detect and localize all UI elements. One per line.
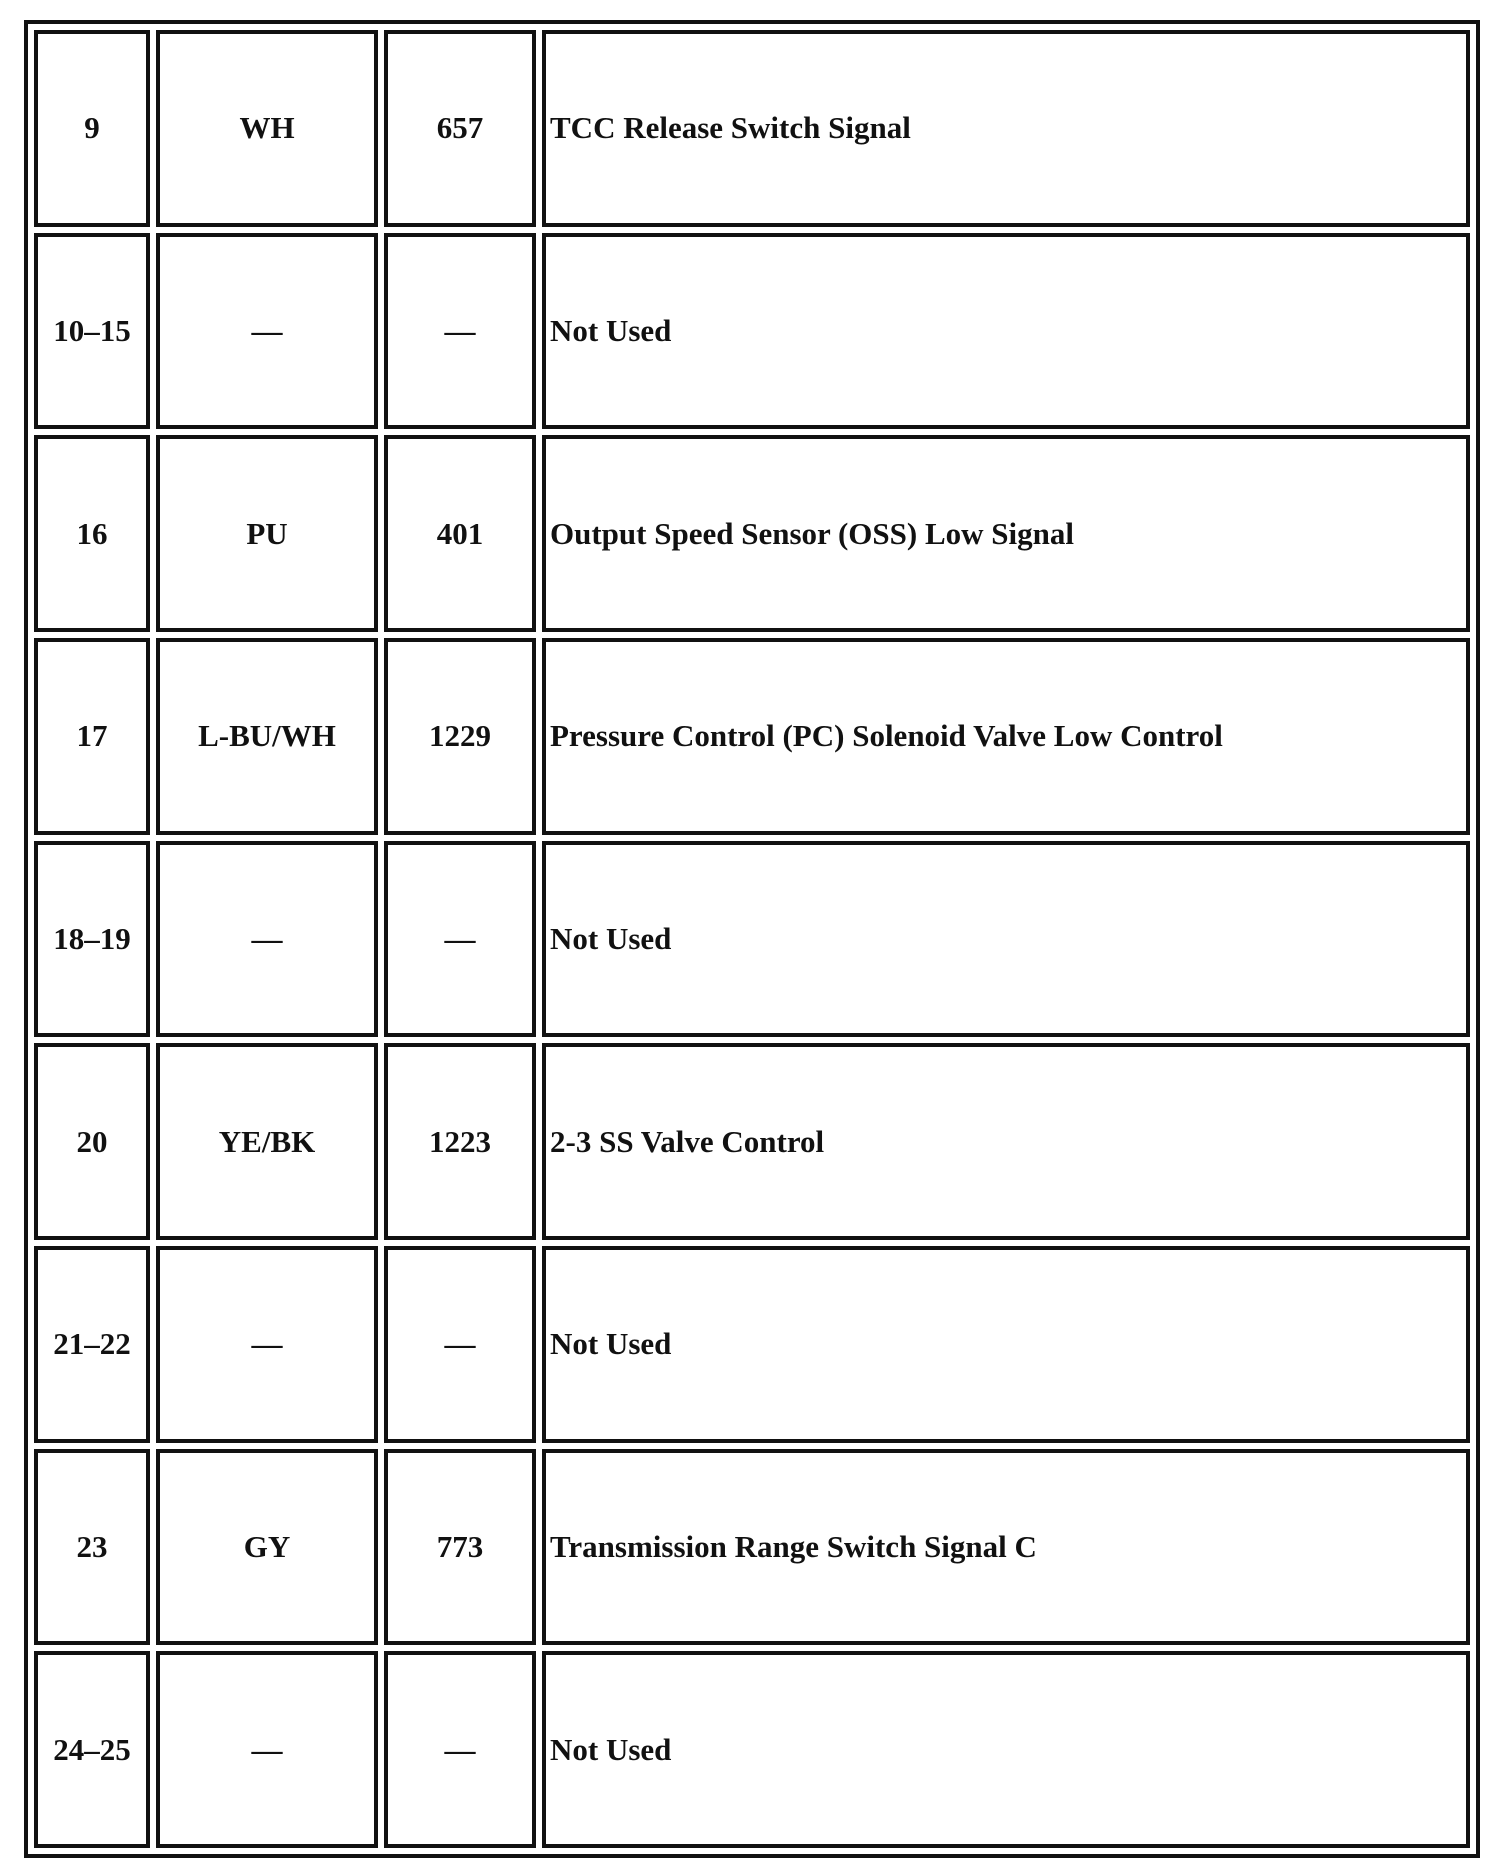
wire-color-cell: — — [156, 1246, 378, 1443]
wire-color-cell: — — [156, 841, 378, 1038]
function-cell: Not Used — [542, 1651, 1470, 1848]
table-row — [34, 30, 1470, 227]
circuit-number-cell: — — [384, 841, 536, 1038]
function-cell: Not Used — [542, 233, 1470, 430]
circuit-number-cell: 773 — [384, 1449, 536, 1646]
function-cell: TCC Release Switch Signal — [542, 30, 1470, 227]
pin-cell: 18–19 — [34, 841, 150, 1038]
table-row — [34, 233, 1470, 430]
pin-cell: 17 — [34, 638, 150, 835]
circuit-number-cell: — — [384, 233, 536, 430]
function-cell: Transmission Range Switch Signal C — [542, 1449, 1470, 1646]
table-row — [34, 1043, 1470, 1240]
circuit-number-cell: 1223 — [384, 1043, 536, 1240]
pin-cell: 20 — [34, 1043, 150, 1240]
table-row — [34, 841, 1470, 1038]
wire-color-cell: GY — [156, 1449, 378, 1646]
table-row — [34, 638, 1470, 835]
wire-color-cell: PU — [156, 435, 378, 632]
function-cell: Output Speed Sensor (OSS) Low Signal — [542, 435, 1470, 632]
pin-cell: 10–15 — [34, 233, 150, 430]
pin-cell: 23 — [34, 1449, 150, 1646]
wire-color-cell: — — [156, 1651, 378, 1848]
table-row — [34, 1449, 1470, 1646]
function-cell: Not Used — [542, 841, 1470, 1038]
pin-cell: 16 — [34, 435, 150, 632]
wire-color-cell: WH — [156, 30, 378, 227]
table-row — [34, 435, 1470, 632]
pin-cell: 24–25 — [34, 1651, 150, 1848]
circuit-number-cell: — — [384, 1651, 536, 1848]
pin-cell: 9 — [34, 30, 150, 227]
circuit-number-cell: 1229 — [384, 638, 536, 835]
wire-color-cell: YE/BK — [156, 1043, 378, 1240]
wire-color-cell: — — [156, 233, 378, 430]
table-row — [34, 1246, 1470, 1443]
table-row — [34, 1651, 1470, 1848]
connector-pinout-table-frame — [24, 20, 1480, 1858]
wire-color-cell: L-BU/WH — [156, 638, 378, 835]
pin-cell: 21–22 — [34, 1246, 150, 1443]
function-cell: Not Used — [542, 1246, 1470, 1443]
circuit-number-cell: 401 — [384, 435, 536, 632]
function-cell: Pressure Control (PC) Solenoid Valve Low Control — [542, 638, 1470, 835]
circuit-number-cell: — — [384, 1246, 536, 1443]
function-cell: 2-3 SS Valve Control — [542, 1043, 1470, 1240]
circuit-number-cell: 657 — [384, 30, 536, 227]
connector-pinout-table — [28, 24, 1476, 1854]
